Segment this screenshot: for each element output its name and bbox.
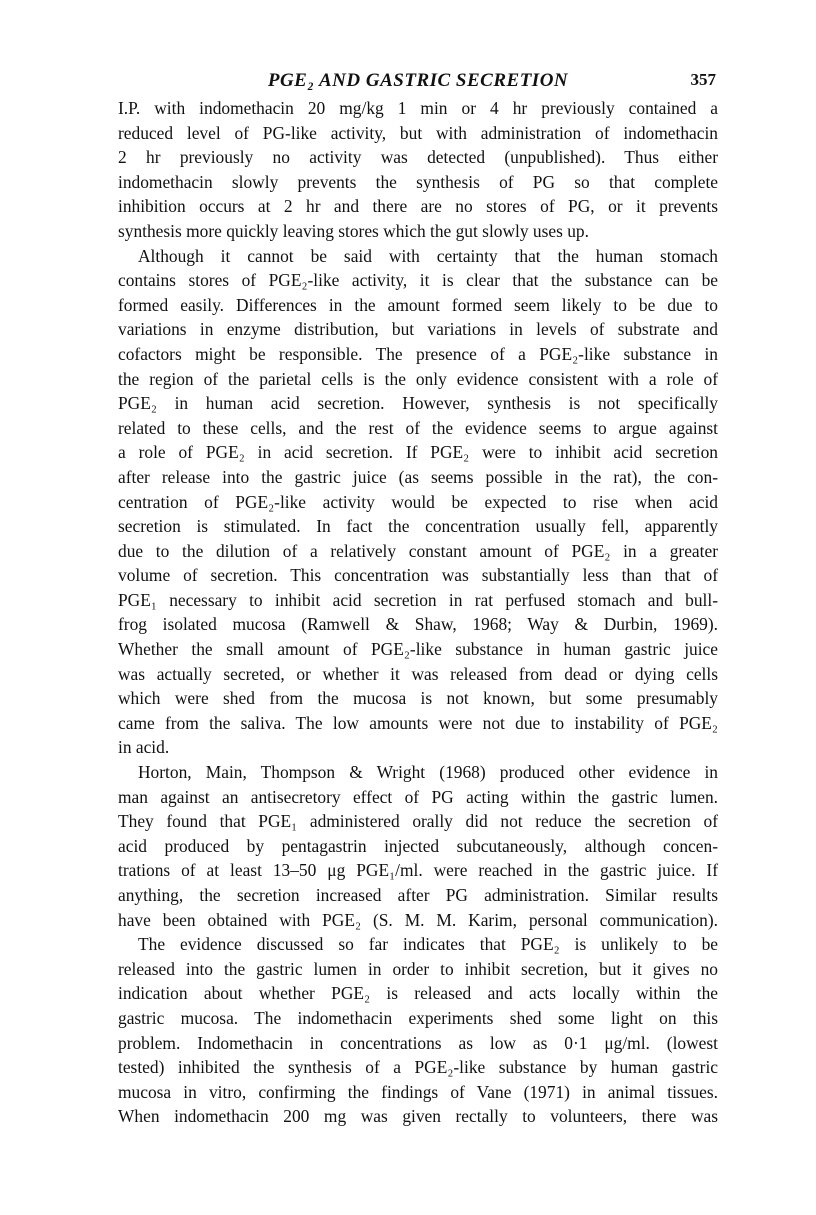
paragraph-4 xyxy=(118,932,718,1129)
text-line: anything, the secretion increased after PG administration. Similar results xyxy=(118,885,718,905)
text-line: secretion is stimulated. In fact the concentration usually fell, apparently xyxy=(118,516,718,537)
text-line: reduced level of PG-like activity, but with administration of indomethacin xyxy=(118,122,718,143)
text-line: centration of PGE₂-like activity would be expected to rise when acid xyxy=(118,491,718,512)
page-number: 357 xyxy=(690,70,716,89)
text-line: gastric mucosa. The indomethacin experiments shed some light on this xyxy=(118,1007,718,1028)
text-line: formed easily. Differences in the amount formed seem likely to be due to xyxy=(118,294,718,315)
text-line: was actually secreted, or whether it was released from dead or dying cells xyxy=(118,663,718,684)
text-line: I.P. with indomethacin 20 mg/kg 1 min or 4 hr previously contained a xyxy=(118,98,718,118)
text-line: PGE₂ in human acid secretion. However, synthesis is not specifically xyxy=(118,393,718,414)
text-line: came from the saliva. The low amounts were not due to instability of PGE₂ xyxy=(118,712,718,733)
text-line: man against an antisecretory effect of PG acting within the gastric lumen. xyxy=(118,786,718,807)
text-line: cofactors might be responsible. The presence of a PGE₂-like substance in xyxy=(118,343,718,364)
text-line: a role of PGE₂ in acid secretion. If PGE₂ were to inhibit acid secretion xyxy=(118,442,718,463)
text-line: acid produced by pentagastrin injected subcutaneously, although concen- xyxy=(118,835,718,856)
text-line: indomethacin slowly prevents the synthesis of PG so that complete xyxy=(118,171,718,192)
text-line: released into the gastric lumen in order to inhibit secretion, but it gives no xyxy=(118,958,718,979)
text-line: The evidence discussed so far indicates that PGE₂ is unlikely to be xyxy=(138,934,718,955)
text-line: 2 hr previously no activity was detected (unpublished). Thus either xyxy=(118,147,718,168)
text-line: the region of the parietal cells is the only evidence consistent with a role of xyxy=(118,368,718,389)
text-line: Horton, Main, Thompson & Wright (1968) produced other evidence in xyxy=(138,762,718,783)
text-line: trations of at least 13–50 μg PGE₁/ml. were reached in the gastric juice. If xyxy=(118,860,718,881)
journal-page xyxy=(118,70,718,1129)
text-line: frog isolated mucosa (Ramwell & Shaw, 1968; Way & Durbin, 1969). xyxy=(118,614,718,635)
text-line: They found that PGE₁ administered orally did not reduce the secretion of xyxy=(118,811,718,832)
text-line: Although it cannot be said with certainty that the human stomach xyxy=(138,245,718,266)
running-title: PGE₂ AND GASTRIC SECRETION xyxy=(267,70,569,91)
text-line: related to these cells, and the rest of the evidence seems to argue against xyxy=(118,417,718,438)
text-line: which were shed from the mucosa is not known, but some presumably xyxy=(118,688,718,709)
text-line: problem. Indomethacin in concentrations as low as 0·1 μg/ml. (lowest xyxy=(118,1032,718,1053)
text-line: due to the dilution of a relatively constant amount of PGE₂ in a greater xyxy=(118,540,718,561)
paragraph-1 xyxy=(118,96,718,244)
text-line: after release into the gastric juice (as seems possible in the rat), the con- xyxy=(118,466,718,487)
text-line: PGE₁ necessary to inhibit acid secretion in rat perfused stomach and bull- xyxy=(118,589,718,610)
text-line: synthesis more quickly leaving stores which the gut slowly uses up. xyxy=(118,220,589,241)
text-line: indication about whether PGE₂ is released and acts locally within the xyxy=(118,983,718,1004)
text-line: Whether the small amount of PGE₂-like substance in human gastric juice xyxy=(118,639,718,660)
paragraph-2 xyxy=(118,244,718,760)
text-line: have been obtained with PGE₂ (S. M. M. Karim, personal communication). xyxy=(118,909,718,930)
text-line: mucosa in vitro, confirming the findings of Vane (1971) in animal tissues. xyxy=(118,1081,718,1102)
text-line: variations in enzyme distribution, but variations in levels of substrate and xyxy=(118,319,718,340)
paragraph-3 xyxy=(118,760,718,932)
text-line: inhibition occurs at 2 hr and there are no stores of PG, or it prevents xyxy=(118,196,718,217)
text-line: volume of secretion. This concentration was substantially less than that of xyxy=(118,565,718,586)
text-line: in acid. xyxy=(118,737,170,758)
text-line: When indomethacin 200 mg was given rectally to volunteers, there was xyxy=(118,1106,718,1127)
page-header xyxy=(118,70,718,96)
text-line: tested) inhibited the synthesis of a PGE₂-like substance by human gastric xyxy=(118,1057,718,1078)
text-line: contains stores of PGE₂-like activity, it is clear that the substance can be xyxy=(118,270,718,291)
